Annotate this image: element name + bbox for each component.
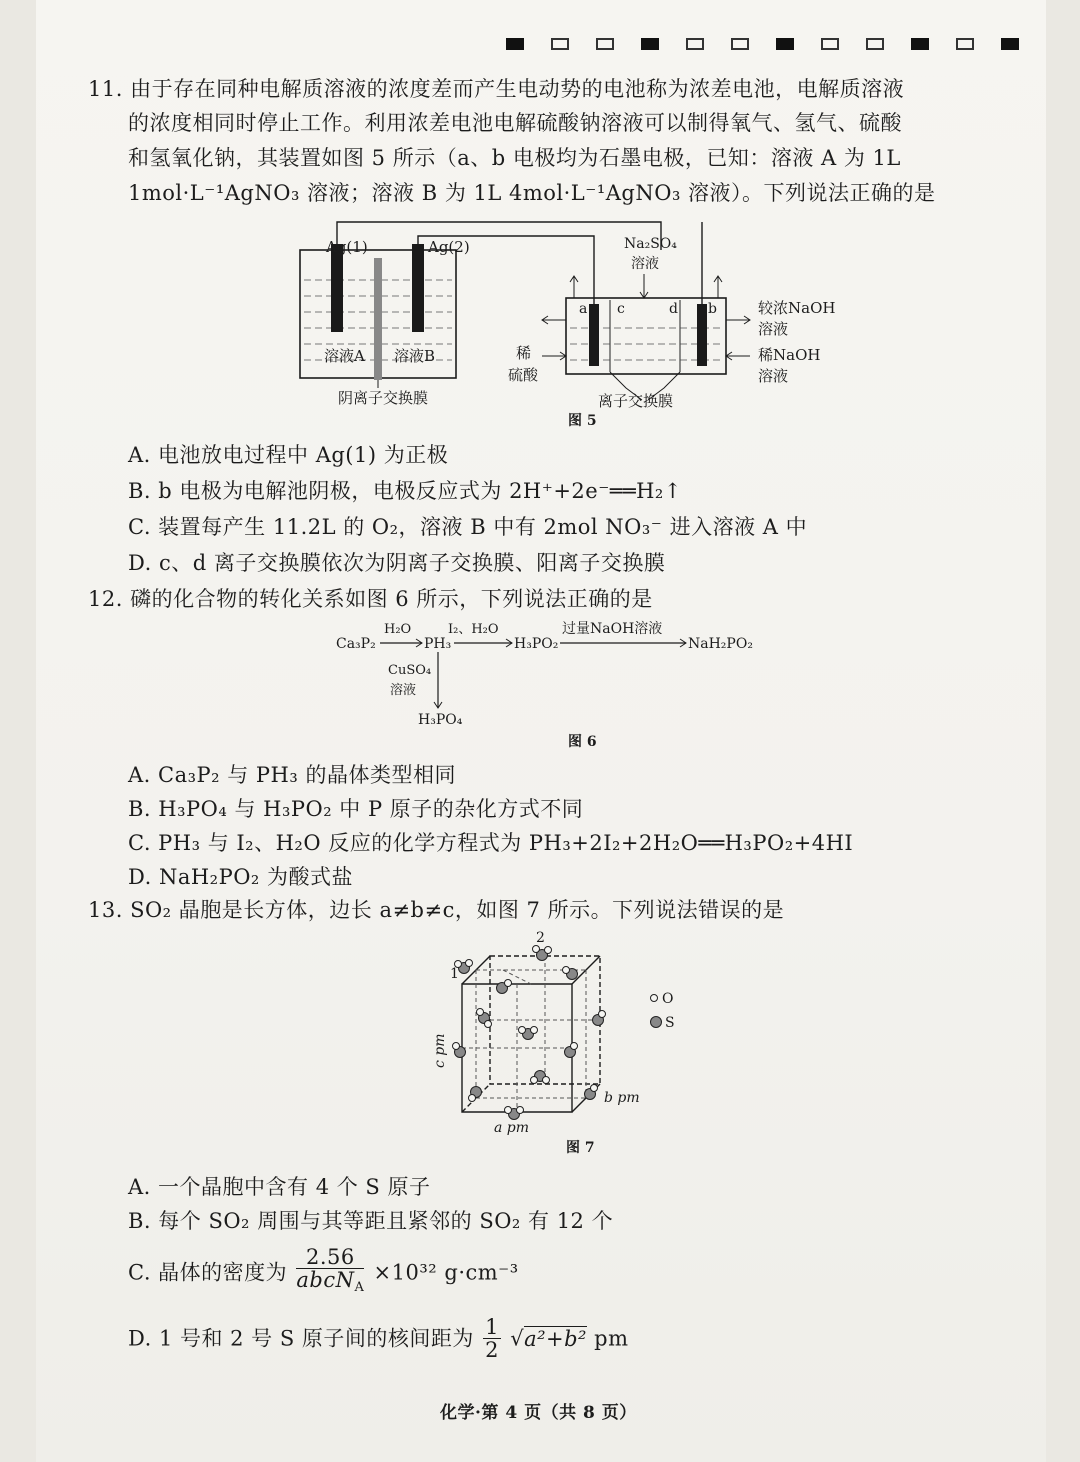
figure-5-electrolysis-diagram	[276, 218, 836, 433]
q11-option-b: B. b 电极为电解池阴极，电极反应式为 2H⁺+2e⁻══H₂↑	[128, 479, 682, 503]
density-denominator: abcN$_A$	[296, 1268, 365, 1295]
sqrt-sign-icon: √	[510, 1326, 525, 1351]
legend-s-marker	[651, 1017, 662, 1028]
density-fraction	[296, 1246, 364, 1299]
q11-line4: 1mol·L⁻¹AgNO₃ 溶液；溶液 B 为 1L 4mol·L⁻¹AgNO₃ 溶液）。下列说法正确的是	[128, 181, 936, 205]
atom-label-2: 2	[536, 930, 545, 946]
electrode-a	[589, 304, 599, 366]
q11-option-d: D. c、d 离子交换膜依次为阴离子交换膜、阳离子交换膜	[128, 551, 666, 575]
c-dimension-label: c pm	[432, 1033, 448, 1068]
mark-filled	[506, 38, 524, 50]
q13-stem: 13. SO₂ 晶胞是长方体，边长 a≠b≠c，如图 7 所示。下列说法错误的是	[88, 898, 785, 922]
q13-d-prefix: D. 1 号和 2 号 S 原子间的核间距为	[128, 1326, 474, 1351]
label-a: a	[579, 301, 588, 317]
distance-unit: pm	[594, 1326, 629, 1351]
q13-c-suffix: ×10³² g·cm⁻³	[373, 1260, 519, 1285]
sqrt-radicand: a²+b²	[524, 1326, 587, 1351]
i2-h2o-reagent: I₂、H₂O	[448, 622, 499, 637]
q13-option-b: B. 每个 SO₂ 周围与其等距且紧邻的 SO₂ 有 12 个	[128, 1209, 614, 1233]
mark-filled	[1001, 38, 1019, 50]
nah2po2: NaH₂PO₂	[688, 636, 753, 652]
electrode-b	[697, 304, 707, 366]
dilute-acid-label: 硫酸	[508, 366, 539, 384]
q13-option-c	[128, 1246, 519, 1299]
figure-7-so2-unit-cell	[422, 928, 722, 1160]
na2so4-solution-label: 溶液	[631, 256, 659, 272]
q12-stem: 12. 磷的化合物的转化关系如图 6 所示，下列说法正确的是	[88, 587, 653, 611]
q13-option-a: A. 一个晶胞中含有 4 个 S 原子	[128, 1175, 431, 1199]
atom-label-1: 1	[450, 966, 459, 982]
legend-o-marker	[651, 995, 658, 1002]
solution-a-label: 溶液A	[324, 347, 365, 365]
b-dimension-label: b pm	[604, 1090, 640, 1106]
q12-option-c: C. PH₃ 与 I₂、H₂O 反应的化学方程式为 PH₃+2I₂+2H₂O══H₃PO₂+4HI	[128, 831, 854, 855]
label-c: c	[617, 301, 625, 317]
q12-option-a: A. Ca₃P₂ 与 PH₃ 的晶体类型相同	[128, 763, 456, 787]
density-numerator: 2.56	[296, 1246, 364, 1269]
anion-exchange-membrane	[374, 258, 382, 380]
figure-6-caption: 图 6	[568, 734, 597, 750]
label-b: b	[708, 301, 717, 317]
mark-outline	[731, 38, 749, 50]
mark-outline	[821, 38, 839, 50]
exam-page	[36, 0, 1046, 1462]
q11-line2: 的浓度相同时停止工作。利用浓差电池电解硫酸钠溶液可以制得氧气、氢气、硫酸	[128, 111, 902, 135]
page-footer: 化学·第 4 页（共 8 页）	[440, 1403, 637, 1423]
conc-naoh-solution-label: 溶液	[758, 320, 789, 338]
dilute-naoh-solution-label: 溶液	[758, 367, 789, 385]
mark-outline	[596, 38, 614, 50]
anion-membrane-label: 阴离子交换膜	[338, 389, 429, 407]
half-denominator: 2	[485, 1338, 499, 1362]
q13-option-d	[128, 1316, 629, 1361]
q13-c-prefix: C. 晶体的密度为	[128, 1260, 288, 1285]
mark-outline	[866, 38, 884, 50]
ag1-label: Ag(1)	[326, 238, 368, 256]
q12-option-d: D. NaH₂PO₂ 为酸式盐	[128, 865, 354, 889]
q11-line3: 和氢氧化钠，其装置如图 5 所示（a、b 电极均为石墨电极，已知：溶液 A 为 1L	[128, 146, 901, 170]
cuso4-solution-label: 溶液	[390, 683, 417, 698]
q12-option-b: B. H₃PO₄ 与 H₃PO₂ 中 P 原子的杂化方式不同	[128, 797, 584, 821]
mark-outline	[956, 38, 974, 50]
q11-option-c: C. 装置每产生 11.2L 的 O₂，溶液 B 中有 2mol NO₃⁻ 进入溶液 A 中	[128, 515, 808, 539]
mark-filled	[776, 38, 794, 50]
solution-b-label: 溶液B	[394, 347, 436, 365]
figure-7-caption: 图 7	[566, 1140, 595, 1156]
figure-6-phosphorus-conversion	[326, 616, 766, 756]
a-dimension-label: a pm	[494, 1120, 530, 1136]
cuso4-reagent: CuSO₄	[388, 663, 432, 678]
label-d: d	[669, 301, 678, 317]
ca3p2: Ca₃P₂	[336, 636, 376, 652]
half-fraction	[483, 1316, 501, 1361]
legend-o: O	[662, 991, 674, 1007]
mark-outline	[551, 38, 569, 50]
half-numerator: 1	[485, 1315, 499, 1339]
h2o-reagent: H₂O	[384, 622, 412, 637]
dilute-naoh-label: 稀NaOH	[758, 346, 821, 364]
na2so4-label: Na₂SO₄	[624, 236, 677, 252]
figure-5-caption: 图 5	[568, 413, 597, 429]
ag1-electrode	[331, 244, 343, 332]
conc-naoh-label: 较浓NaOH	[758, 299, 836, 317]
h3po4: H₃PO₄	[418, 712, 463, 728]
ion-exchange-membrane-label: 离子交换膜	[598, 392, 674, 410]
q11-line1: 11. 由于存在同种电解质溶液的浓度差而产生电动势的电池称为浓差电池，电解质溶液	[88, 77, 905, 101]
ph3: PH₃	[424, 636, 452, 652]
mark-filled	[641, 38, 659, 50]
ag2-label: Ag(2)	[428, 238, 470, 256]
ag2-electrode	[412, 244, 424, 332]
mark-outline	[686, 38, 704, 50]
q11-option-a: A. 电池放电过程中 Ag(1) 为正极	[128, 443, 449, 467]
mark-filled	[911, 38, 929, 50]
header-marks	[506, 38, 1019, 50]
legend-s: S	[665, 1015, 675, 1031]
excess-naoh-reagent: 过量NaOH溶液	[562, 621, 663, 637]
h3po2: H₃PO₂	[514, 636, 559, 652]
dilute-label: 稀	[516, 344, 532, 362]
